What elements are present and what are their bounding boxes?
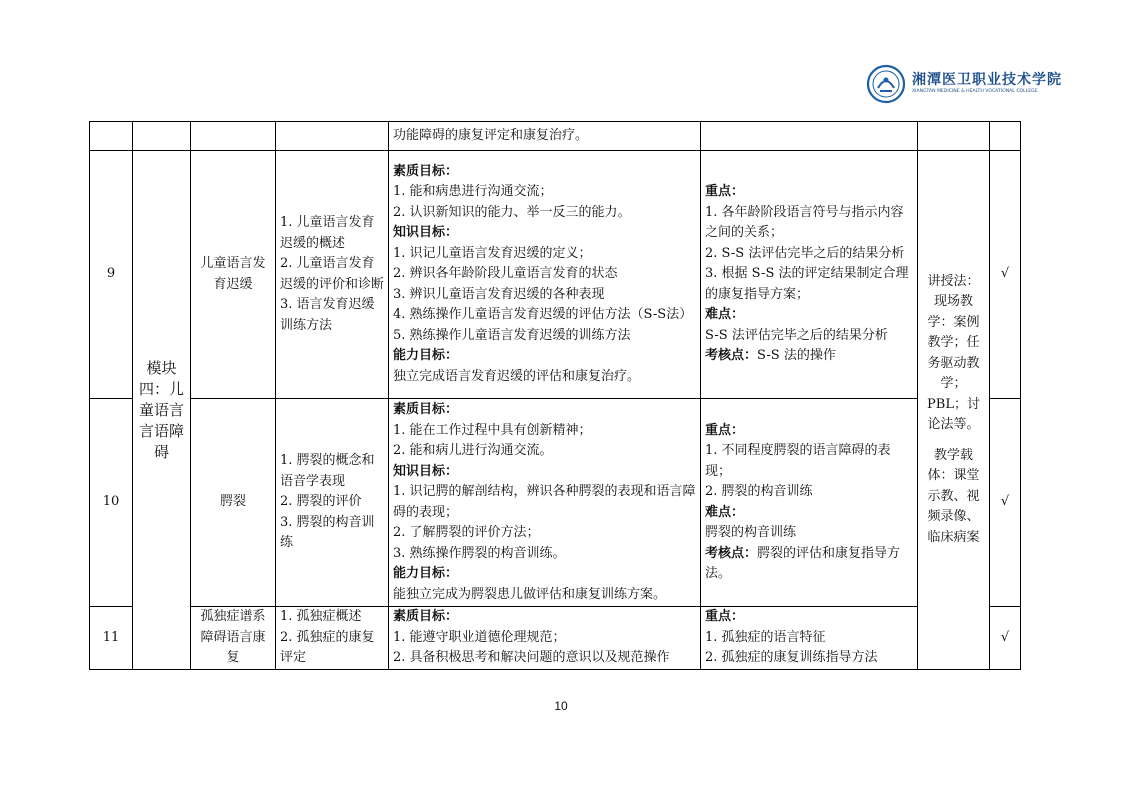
check-mark: √ <box>990 399 1021 607</box>
content-item: 2. 孤独症的康复评定 <box>280 629 375 665</box>
knowledge-goal-heading: 知识目标： <box>393 225 459 241</box>
goal-item: 2. 具备积极思考和解决问题的意识以及规范操作 <box>393 650 670 665</box>
table-row <box>90 607 1021 670</box>
key-item: 1. 孤独症的语言特征 <box>705 629 826 645</box>
key-item: 3. 根据 S-S 法的评定结果制定合理的康复指导方案； <box>705 266 909 302</box>
quality-goal-heading: 素质目标： <box>393 402 459 417</box>
teaching-methods <box>918 151 990 670</box>
module-cell-top <box>133 122 191 151</box>
exam-point <box>705 544 913 585</box>
goal-item: 1. 能和病患进行沟通交流； <box>393 184 553 200</box>
teaching-carrier-text: 教学载体：课堂示教、视频录像、临床病案 <box>927 447 980 545</box>
check-mark: √ <box>990 151 1021 399</box>
teaching-content <box>276 151 389 399</box>
difficult-item: 腭裂的构音训练 <box>705 525 797 540</box>
college-english-name: XIANGTAN MEDICINE & HEALTH VOCATIONAL COLLEGE <box>912 89 1038 94</box>
goal-item: 1. 识记腭的解剖结构，辨识各种腭裂的表现和语言障碍的表现； <box>393 484 696 520</box>
ability-goal-heading: 能力目标： <box>393 566 459 581</box>
mark-cell <box>990 122 1021 151</box>
row-number: 11 <box>90 607 133 670</box>
project-name: 儿童语言发育迟缓 <box>191 151 276 399</box>
key-points <box>701 151 918 399</box>
check-mark: √ <box>990 607 1021 670</box>
content-item: 1. 孤独症概述 <box>280 609 362 624</box>
key-heading: 重点： <box>705 422 745 438</box>
key-heading: 重点： <box>705 609 745 625</box>
difficult-heading: 难点： <box>705 504 745 520</box>
quality-goal-heading: 素质目标： <box>393 609 459 624</box>
goal-item: 3. 辨识儿童语言发育迟缓的各种表现 <box>393 286 605 302</box>
methods-cell-top <box>918 122 990 151</box>
row-number: 10 <box>90 399 133 607</box>
goal-item: 1. 能遵守职业道德伦理规范； <box>393 629 566 645</box>
key-points-cell <box>701 122 918 151</box>
key-item: 2. S-S 法评估完毕之后的结果分析 <box>705 245 905 261</box>
key-item: 1. 各年龄阶段语言符号与指示内容之间的关系； <box>705 204 904 241</box>
exam-text: 腭裂的评估和康复指导方法。 <box>705 545 901 581</box>
teaching-content <box>276 399 389 607</box>
content-item: 3. 腭裂的构音训练 <box>280 514 375 551</box>
goal-item: 能独立完成为腭裂患儿做评估和康复训练方案。 <box>393 586 667 602</box>
number-cell <box>90 122 133 151</box>
teaching-objectives <box>389 151 701 399</box>
key-points <box>701 399 918 607</box>
goal-item: 2. 了解腭裂的评价方法； <box>393 525 540 540</box>
methods-text: 讲授法：现场教学：案例教学；任务驱动教学；PBL；讨论法等。 <box>927 273 980 433</box>
project-name: 腭裂 <box>191 399 276 607</box>
key-item: 1. 不同程度腭裂的语言障碍的表现； <box>705 443 891 479</box>
table-row <box>90 399 1021 607</box>
teaching-objectives <box>389 399 701 607</box>
teaching-objectives <box>389 607 701 670</box>
goal-item: 1. 能在工作过程中具有创新精神； <box>393 422 592 438</box>
content-item: 2. 腭裂的评价 <box>280 494 362 510</box>
goal-item: 2. 辨识各年龄阶段儿童语言发育的状态 <box>393 266 618 282</box>
goal-item: 5. 熟练操作儿童语言发育迟缓的训练方法 <box>393 327 631 343</box>
difficult-item: S-S 法评估完毕之后的结果分析 <box>705 327 888 343</box>
project-name: 孤独症谱系障碍语言康复 <box>191 607 276 670</box>
content-item: 3. 语言发育迟缓训练方法 <box>280 297 375 333</box>
goal-item: 1. 识记儿童语言发育迟缓的定义； <box>393 245 592 261</box>
ability-goal-heading: 能力目标： <box>393 348 459 364</box>
table-row-continued <box>90 122 1021 151</box>
goal-item: 3. 熟练操作腭裂的构音训练。 <box>393 545 566 561</box>
teaching-content <box>276 607 389 670</box>
key-item: 2. 孤独症的康复训练指导方法 <box>705 650 878 666</box>
module-name: 模块四：儿童语言言语障碍 <box>133 151 191 670</box>
key-item: 2. 腭裂的构音训练 <box>705 484 813 499</box>
content-item: 2. 儿童语言发育迟缓的评价和诊断 <box>280 256 385 292</box>
row-number: 9 <box>90 151 133 399</box>
table-row <box>90 151 1021 399</box>
knowledge-goal-heading: 知识目标： <box>393 463 459 479</box>
college-emblem-icon <box>866 64 906 104</box>
difficult-heading: 难点： <box>705 307 745 323</box>
college-name: 湘潭医卫职业技术学院 <box>912 72 1062 88</box>
goal-item: 2. 能和病儿进行沟通交流。 <box>393 443 553 458</box>
exam-heading: 考核点： <box>705 348 758 364</box>
exam-heading: 考核点： <box>705 545 758 561</box>
quality-goal-heading: 素质目标： <box>393 163 459 179</box>
exam-text: S-S 法的操作 <box>757 348 836 364</box>
goal-item: 2. 认识新知识的能力、举一反三的能力。 <box>393 204 631 220</box>
goal-item: 独立完成语言发育迟缓的评估和康复治疗。 <box>393 368 641 384</box>
content-item: 1. 腭裂的概念和语音学表现 <box>280 453 375 489</box>
goal-item: 4. 熟练操作儿童语言发育迟缓的评估方法（S-S法） <box>393 307 693 323</box>
content-item: 1. 儿童语言发育迟缓的概述 <box>280 215 375 251</box>
page-number: 10 <box>554 699 568 713</box>
syllabus-table <box>89 121 1021 670</box>
project-cell <box>191 122 276 151</box>
key-heading: 重点： <box>705 184 745 200</box>
objectives-cell: 功能障碍的康复评定和康复治疗。 <box>389 122 701 151</box>
content-cell <box>276 122 389 151</box>
key-points <box>701 607 918 670</box>
college-logo <box>866 64 1062 104</box>
exam-point <box>705 346 913 367</box>
